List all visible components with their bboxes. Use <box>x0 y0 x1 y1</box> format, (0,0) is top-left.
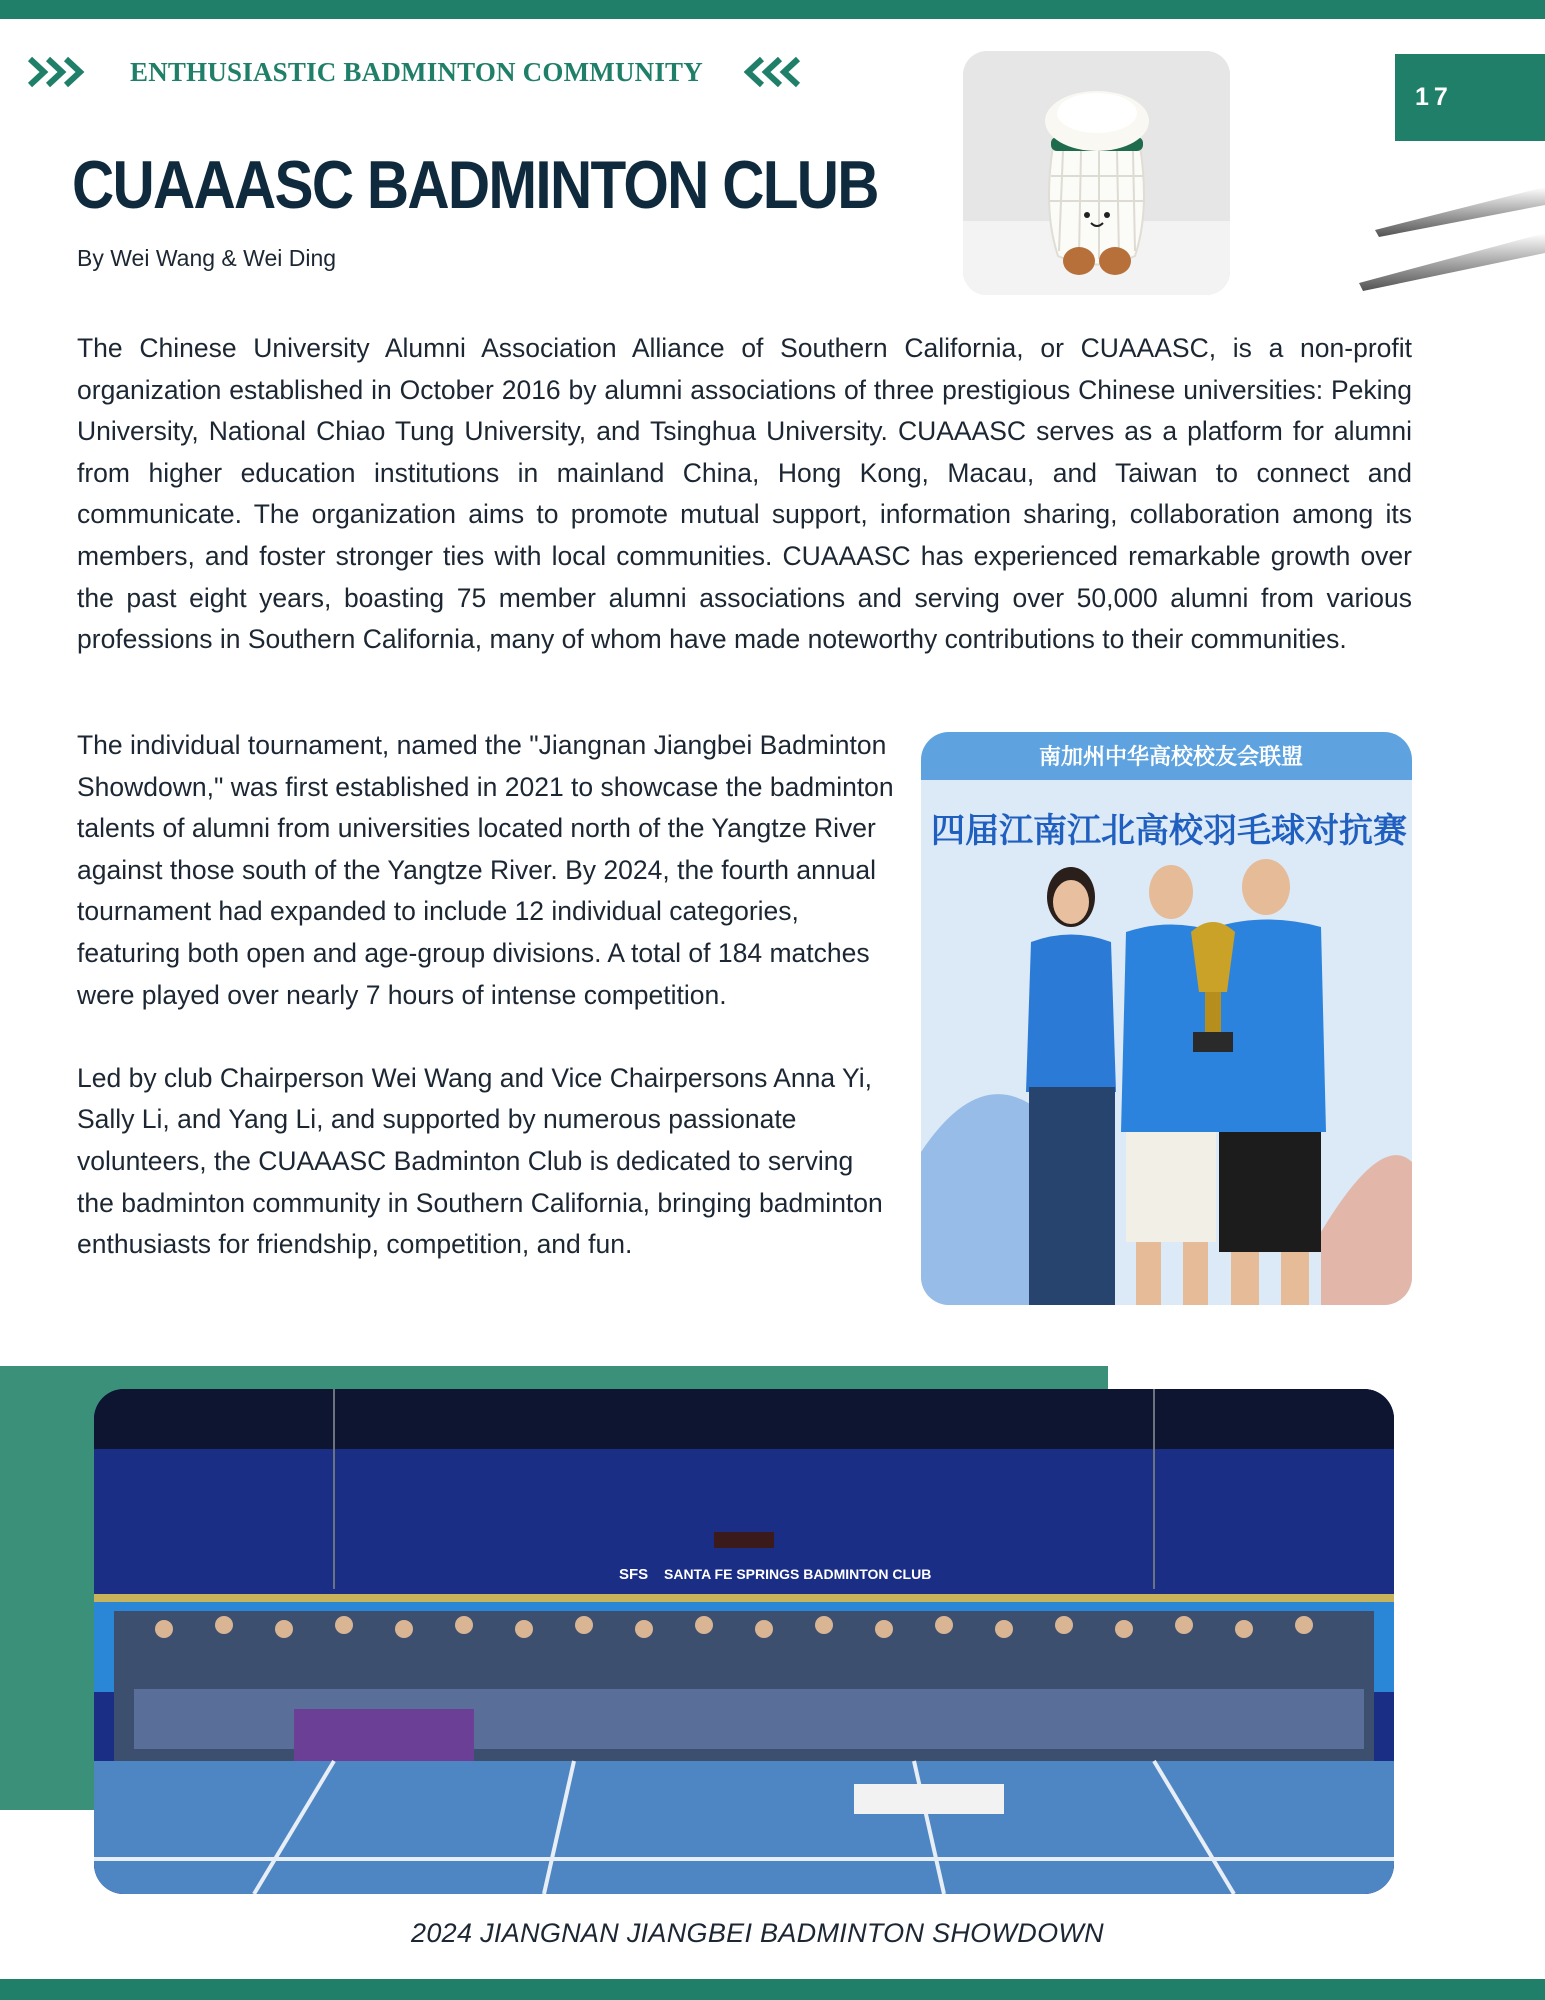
photo-caption: 2024 JIANGNAN JIANGBEI BADMINTON SHOWDOWN <box>411 1918 1104 1948</box>
bottom-accent-bar <box>0 1979 1545 2000</box>
article-byline: By Wei Wang & Wei Ding <box>77 245 337 271</box>
decorative-swoosh <box>1355 175 1545 305</box>
group-photo <box>94 1389 1394 1894</box>
top-accent-bar <box>0 0 1545 19</box>
court-sign-logo: SFS <box>619 1566 649 1583</box>
body-text-column <box>77 725 897 1305</box>
tournament-paragraph: The individual tournament, named the "Jiangnan Jiangbei Badminton Showdown," was first established in 2021 to showcase the badminton talents of alumni from universities located north of the Yangtze River against those south of the Yangtze River. By 2024, the fourth annual tournament had expanded to include 12 individual categories, featuring both open and age-group divisions. A total of 184 matches were played over nearly 7 hours of intense competition. <box>77 730 894 1010</box>
chevrons-left-icon <box>744 52 804 92</box>
banner-text-title: 四届江南江北高校羽毛球对抗赛 <box>931 812 1407 850</box>
section-tagline: ENTHUSIASTIC BADMINTON COMMUNITY <box>130 57 703 87</box>
court-sign: SANTA FE SPRINGS BADMINTON CLUB <box>664 1566 932 1582</box>
page-number: 17 <box>1395 54 1545 141</box>
banner-text-top: 南加州中华高校校友会联盟 <box>1038 744 1304 769</box>
trophy-photo <box>921 732 1412 1305</box>
club-paragraph: Led by club Chairperson Wei Wang and Vice Chairpersons Anna Yi, Sally Li, and Yang Li, and supported by numerous passionate volunteers, the CUAAASC Badminton Club is dedicated to serving the badminton community in Southern California, bringing badminton enthusiasts for friendship, competition, and fun. <box>77 1062 883 1260</box>
article-title: CUAAASC BADMINTON CLUB <box>72 147 878 223</box>
intro-paragraph: The Chinese University Alumni Association Alliance of Southern California, or CUAAASC, is a non-profit organization established in October 2016 by alumni associations of three prestigious Chinese universities: Peking University, National Chiao Tung University, and Tsinghua University. CUAAASC serves as a platform for alumni from higher education institutions in mainland China, Hong Kong, Macau, and Taiwan to connect and communicate. The organization aims to promote mutual support, information sharing, collaboration among its members, and foster stronger ties with local communities. CUAAASC has experienced remarkable growth over the past eight years, boasting 75 member alumni associations and serving over 50,000 alumni from various professions in Southern California, many of whom have made noteworthy contributions to their communities. <box>77 333 1412 655</box>
shuttlecock-plush-photo <box>963 51 1230 295</box>
chevrons-right-icon <box>28 52 88 92</box>
